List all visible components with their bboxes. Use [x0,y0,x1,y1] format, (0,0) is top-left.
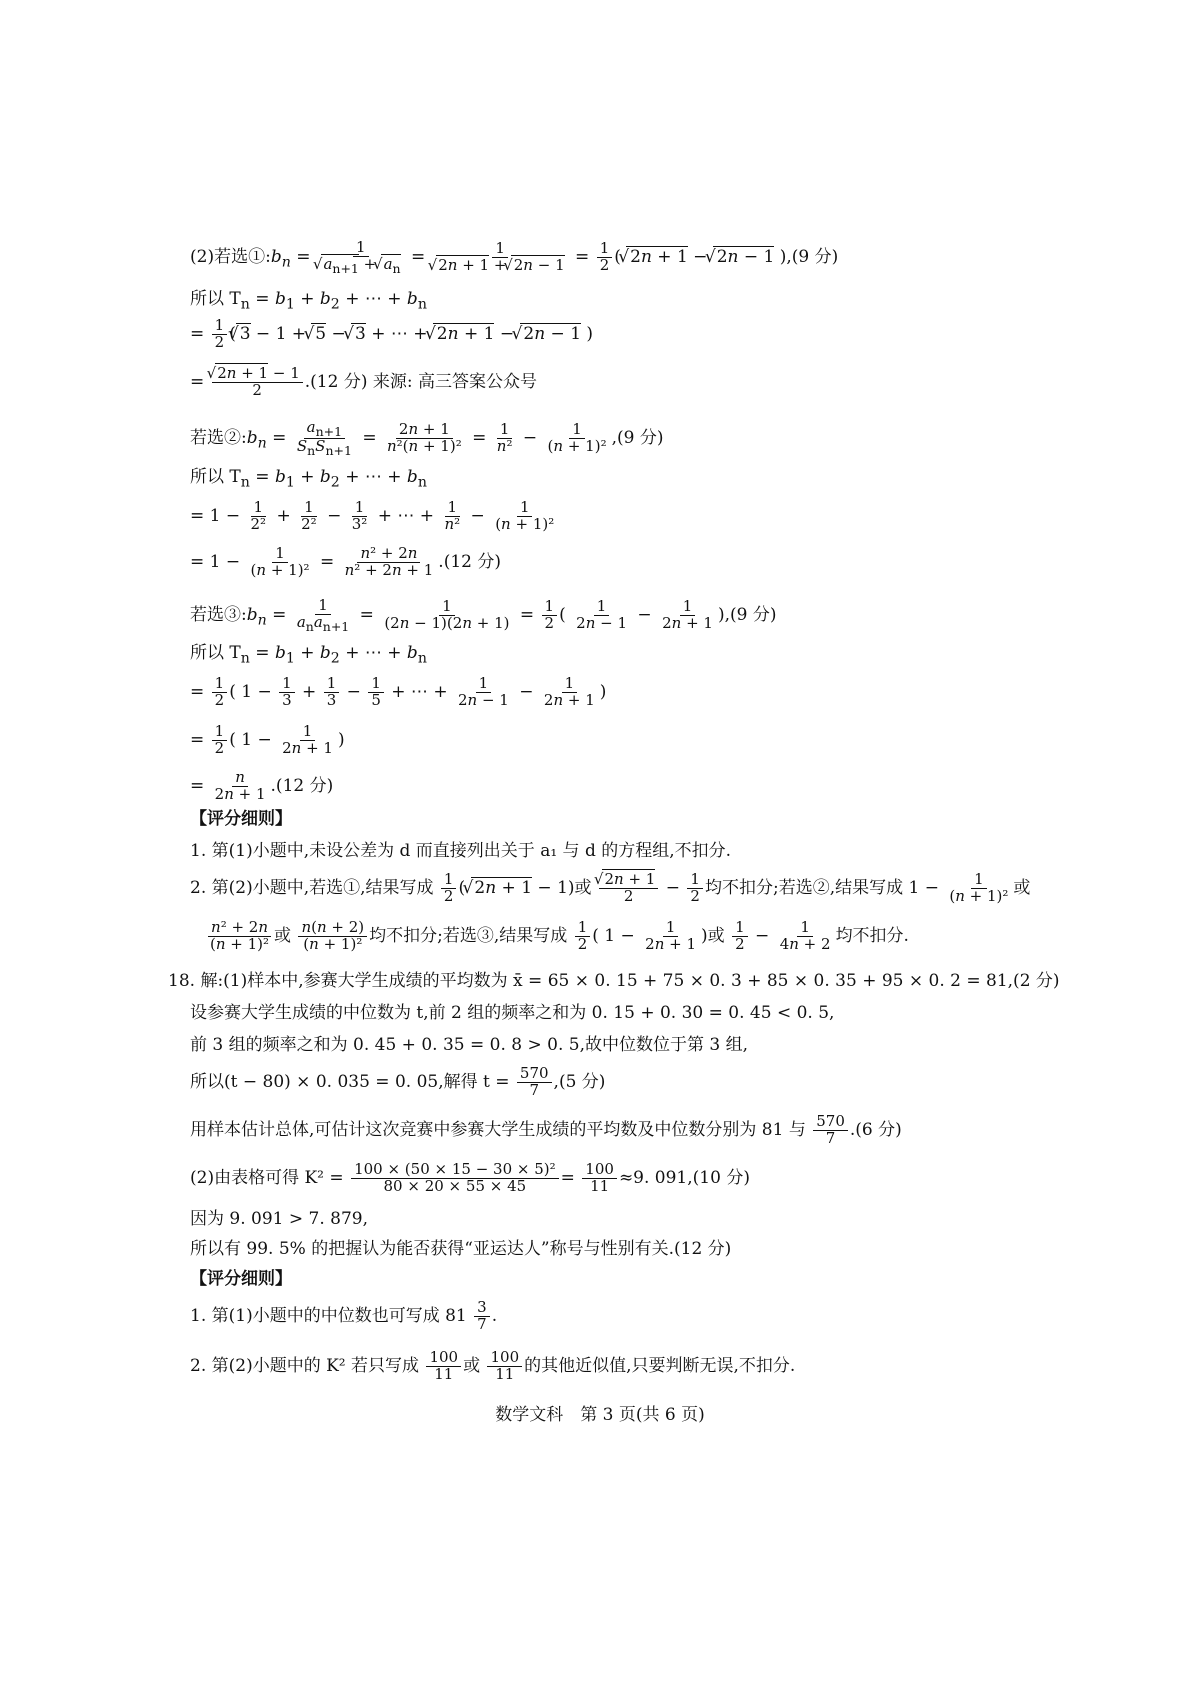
choice2-bn-line: 若选$②:b_n$ = $\frac{a_{n+1}}{S_nS_{n+1}}$ = $\frac{2n + 1}{\text{n²(n + 1)²}}$ = $\frac{1}{\text{n²}}$ − $\frac{1}{\text{(n + 1)²}}$ ,(9 分) [190,418,664,459]
rubric-item-1: 1. 第(1)小题中,未设公差为 d 而直接列出关于 a₁ 与 d 的方程组,不扣分. [190,841,732,861]
q18-line-1: 18. 解:(1)样本中,参赛大学生成绩的平均数为 x̄ = 65 × 0. 15 + 75 × 0. 3 + 85 × 0. 35 + 95 × 0. 2 = 81,(2 分) [168,971,1060,991]
rubric2-heading: 【评分细则】 [190,1269,292,1289]
source-note: 来源: 高三答案公众号 [372,371,538,392]
choice3-result-line: = $\frac{n}{2n + 1}$ .(12 分) [190,768,334,803]
fraction: 1 √ 2n + 1 + √ 2n − 1 [433,241,568,274]
q18-line-4: 所以(t − 80) × 0. 035 = 0. 05,解得 t = $\frac{570}{7}$ ,(5 分) [190,1064,606,1099]
q18-line-7: 因为 9. 091 > 7. 879, [190,1209,369,1229]
rubric2-item-1: 1. 第(1)小题中的中位数也可写成 81 $\frac{3}{7}$ . [190,1298,498,1333]
q18-line-2: 设参赛大学生成绩的中位数为 t,前 2 组的频率之和为 0. 15 + 0. 30 = 0. 45 < 0. 5, [190,1003,835,1023]
choice3-expand-line: = $\frac{1}{2}$ ( 1 − $\frac{1}{3}$ + $\frac{1}{3}$ − $\frac{1}{5}$ + ⋯ + $\frac{1}{2n - 1}$ − $\frac{1}{2n + 1}$ ) [190,674,607,709]
choice3-sum-line: 所以 $T_n = b_1 + b_2$ + ⋯ + $b_n$ [190,643,427,667]
choice1-bn-line: (2)若选$①:b_n$ = 1 √ $a_{n+1}$ + √ $a_n$ = 1 √ 2n + 1 + √ 2n − 1 = $\frac{1}{2}$ ( √ 2n + 1 − √ 2n − 1 ),(9 分) [190,240,838,275]
rubric2-item-2: 2. 第(2)小题中的 K² 若只写成 $\frac{100}{11}$ 或 $\frac{100}{11}$ 的其他近似值,只要判断无误,不扣分. [190,1348,796,1383]
page-footer: 数学文科 第 3 页(共 6 页) [495,1405,705,1425]
rubric-heading: 【评分细则】 [190,809,292,829]
choice3-bn-line: 若选$③:b_n$ = $\frac{1}{a_na_{n+1}}$ = $\frac{1}{(2n - 1)(2n + 1)}$ = $\frac{1}{2}$ ( $\frac{1}{2n - 1}$ − $\frac{1}{2n + 1}$ ),(9 分) [190,596,777,634]
choice2-expand-line: = 1 − $\frac{1}{\text{2²}}$ + $\frac{1}{\text{2²}}$ − $\frac{1}{\text{3²}}$ + ⋯ + $\frac{1}{\text{n²}}$ − $\frac{1}{\text{(n + 1)²}}$ [190,498,555,533]
q18-line-3: 前 3 组的频率之和为 0. 45 + 0. 35 = 0. 8 > 0. 5,故中位数位于第 3 组, [190,1035,749,1055]
rubric-item-2-line2: $\frac{\text{n² + 2n}}{\text{(n + 1)²}}$ 或 $\frac{n(n + 2)}{\text{(n + 1)²}}$ 均不扣分;若选③,结果写成 $\frac{1}{2}$ ( 1 − $\frac{1}{2n + 1}$ )或 $\frac{1}{2}$ − $\frac{1}{4n + 2}$ 均不扣分. [210,918,909,953]
choice1-sum-line: 所以 $T_n = b_1 + b_2$ + ⋯ + $b_n$ [190,289,427,313]
fraction: 1 √ $a_{n+1}$ + √ $a_n$ [318,240,404,275]
fraction: $\frac{1}{2}$ [597,241,613,274]
q18-line-5: 用样本估计总体,可估计这次竞赛中参赛大学生成绩的平均数及中位数分别为 81 与 $\frac{570}{7}$ .(6 分) [190,1112,902,1147]
choice1-result-line: = √ $\frac{2n + 1 - 1}{2}$ .(12 分) 来源: 高三答案公众号 [190,366,537,399]
q18-line-6: (2)由表格可得 K² = $\frac{\text{100 × (50 × 15 − 30 × 5)²}}{80 \times 20 \times 55 \times 45}$ = $\frac{100}{11}$ ≈9. 091,(10 分) [190,1160,750,1195]
choice1-expand-line: = $\frac{1}{2}$ (√ 3 − 1 + √ 5 − √ 3 + ⋯ + √ 2n + 1 − √ 2n − 1 ) [190,318,593,351]
rubric-item-2-line1: 2. 第(2)小题中,若选①,结果写成 $\frac{1}{2}$ ( √ 2n + 1 − 1)或 √ $\frac{2n + 1}{2}$ − $\frac{1}{2}$ 均不扣分;若选②,结果写成 1 − $\frac{1}{\text{(n + 1)²}}$ 或 [190,872,1030,905]
choice3-simplify-line: = $\frac{1}{2}$ ( 1 − $\frac{1}{2n + 1}$ ) [190,722,345,757]
choice2-sum-line: 所以 $T_n = b_1 + b_2$ + ⋯ + $b_n$ [190,467,427,491]
choice2-result-line: = 1 − $\frac{1}{\text{(n + 1)²}}$ = $\frac{\text{n² + 2n}}{\text{n² + 2n + 1}}$ .(12 分) [190,544,502,579]
q18-line-8: 所以有 99. 5% 的把握认为能否获得“亚运达人”称号与性别有关.(12 分) [190,1239,732,1259]
